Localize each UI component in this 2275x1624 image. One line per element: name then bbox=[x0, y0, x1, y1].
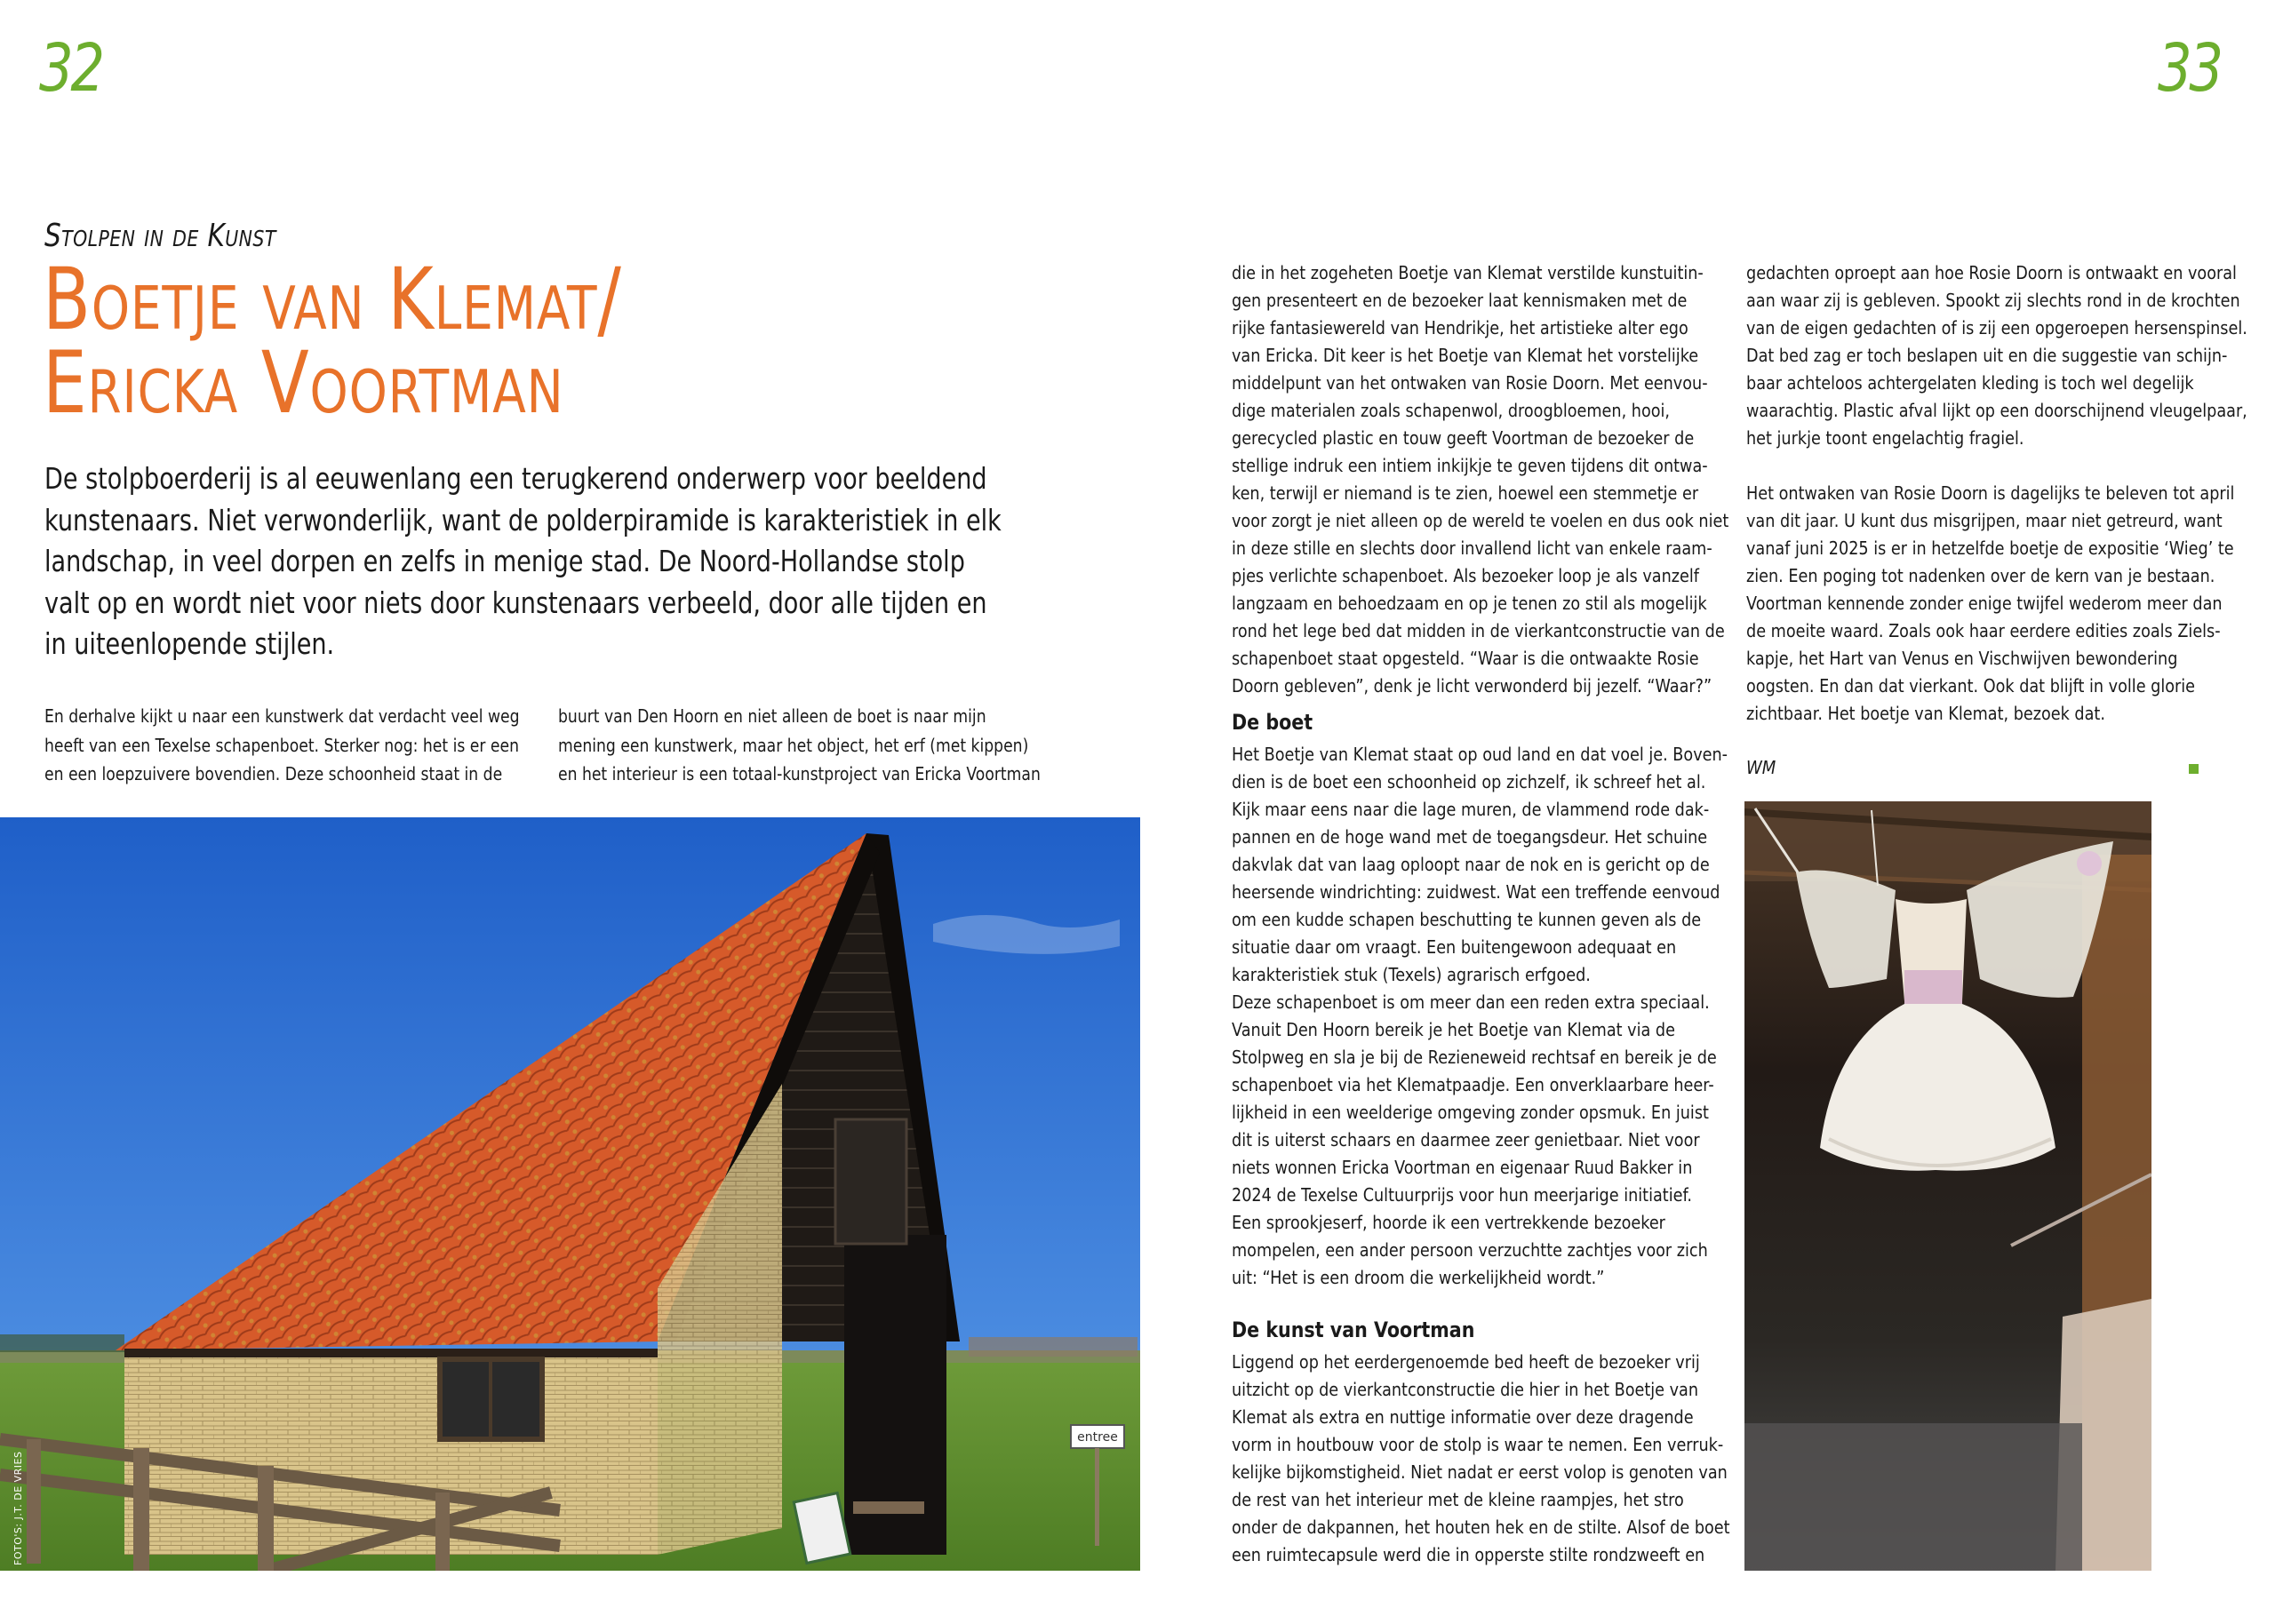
left-column-2 bbox=[558, 702, 1041, 789]
text-line: in deze stille en slechts door invallend licht van enkele raam- bbox=[1232, 537, 1712, 559]
text-line: gerecycled plastic en touw geeft Voortman de bezoeker de bbox=[1232, 427, 1695, 449]
intro-line: valt op en wordt niet voor niets door kunstenaars verbeeld, door alle tijden en bbox=[44, 585, 987, 620]
text-line: schapenboet staat opgesteld. “Waar is die ontwaakte Rosie bbox=[1232, 648, 1699, 669]
subheading-de-boet: De boet bbox=[1232, 710, 1313, 735]
text-line: baar achteloos achtergelaten kleding is toch wel degelijk bbox=[1746, 372, 2194, 394]
text-line: de rest van het interieur met de kleine raampjes, het stro bbox=[1232, 1489, 1684, 1510]
text-line: heersende windrichting: zuidwest. Wat een treffende eenvoud bbox=[1232, 881, 1720, 903]
text-line: rond het lege bed dat midden in de vierkantconstructie van de bbox=[1232, 620, 1725, 641]
text-line: middelpunt van het ontwaken van Rosie Doorn. Met eenvou- bbox=[1232, 372, 1708, 394]
text-line: Deze schapenboet is om meer dan een reden extra speciaal. bbox=[1232, 991, 1710, 1013]
text-line: waarachtig. Plastic afval lijkt op een doorschijnend vleugelpaar, bbox=[1746, 400, 2247, 421]
intro-line: De stolpboerderij is al eeuwenlang een terugkerend onderwerp voor beeldend bbox=[44, 461, 987, 496]
text-line: schapenboet via het Klematpaadje. Een onverklaarbare heer- bbox=[1232, 1074, 1714, 1095]
text-line: Kijk maar eens naar die lage muren, de vlammend rode dak- bbox=[1232, 799, 1710, 820]
text-line: Een sprookjeserf, hoorde ik een vertrekkende bezoeker bbox=[1232, 1212, 1665, 1233]
text-line: Liggend op het eerdergenoemde bed heeft de bezoeker vrij bbox=[1232, 1351, 1700, 1373]
headline-line-2: Ericka Voortman bbox=[43, 333, 564, 433]
page-number-right: 33 bbox=[2158, 30, 2221, 107]
text-line: die in het zogeheten Boetje van Klemat verstilde kunstuitin- bbox=[1232, 262, 1704, 283]
barn-photo bbox=[0, 817, 1140, 1571]
text-line: Het ontwaken van Rosie Doorn is dagelijks te beleven tot april bbox=[1746, 482, 2235, 504]
text-line: En derhalve kijkt u naar een kunstwerk dat verdacht veel weg bbox=[44, 705, 520, 727]
text-line: Klemat als extra en nuttige informatie over deze dragende bbox=[1232, 1406, 1694, 1428]
text-line: rijke fantasiewereld van Hendrikje, het artistieke alter ego bbox=[1232, 317, 1688, 338]
text-line: lijkheid in een weelderige omgeving zonder opsmuk. En juist bbox=[1232, 1102, 1709, 1123]
text-line: het jurkje toont engelachtig fragiel. bbox=[1746, 427, 2024, 449]
section-kicker: Stolpen in de Kunst bbox=[44, 218, 276, 254]
text-line: dakvlak dat van laag oploopt naar de nok en is gericht op de bbox=[1232, 854, 1710, 875]
text-line: om een kudde schapen beschutting te kunnen geven als de bbox=[1232, 909, 1702, 930]
text-line: aan waar zij is gebleven. Spookt zij slechts rond in de krochten bbox=[1746, 290, 2240, 311]
headline-line-1: Boetje van Klemat/ bbox=[43, 250, 622, 349]
paragraph-de-kunst bbox=[1232, 1349, 1730, 1569]
text-line: uitzicht op de vierkantconstructie die hier in het Boetje van bbox=[1232, 1379, 1699, 1400]
text-line: zien. Een poging tot nadenken over de kern van je bestaan. bbox=[1746, 565, 2215, 586]
dress-illustration bbox=[1744, 801, 2151, 1571]
text-line: Het Boetje van Klemat staat op oud land en dat voel je. Boven- bbox=[1232, 744, 1728, 765]
entree-sign-text: entree bbox=[1077, 1430, 1118, 1445]
paragraph-intro-continued bbox=[1232, 259, 1730, 700]
text-line: 2024 de Texelse Cultuurprijs voor hun meerjarige initiatief. bbox=[1232, 1184, 1692, 1206]
paragraph-de-boet bbox=[1232, 741, 1730, 1292]
text-line: vorm in houtbouw voor de stolp is waar te nemen. Een verruk- bbox=[1232, 1434, 1724, 1455]
left-column-1 bbox=[44, 702, 520, 789]
text-line: heeft van een Texelse schapenboet. Sterker nog: het is er een bbox=[44, 734, 519, 756]
right-column-2 bbox=[1746, 259, 2247, 728]
text-line: stellige indruk een intiem inkijkje te geven tijdens dit ontwa- bbox=[1232, 455, 1708, 476]
text-line: gedachten oproept aan hoe Rosie Doorn is ontwaakt en vooral bbox=[1746, 262, 2237, 283]
text-line: kelijke bijkomstigheid. Niet nadat er eerst volop is genoten van bbox=[1232, 1461, 1728, 1483]
text-line: mompelen, een ander persoon verzuchtte zachtjes voor zich bbox=[1232, 1239, 1708, 1261]
text-line: van Ericka. Dit keer is het Boetje van Klemat het vorstelijke bbox=[1232, 345, 1699, 366]
paragraph-ontwaken bbox=[1746, 480, 2247, 728]
intro-line: in uiteenlopende stijlen. bbox=[44, 626, 335, 661]
text-line: dit is uiterst schaars en daarmee zeer genietbaar. Niet voor bbox=[1232, 1129, 1700, 1150]
text-line: Stolpweg en sla je bij de Rezieneweid rechtsaf en bereik je de bbox=[1232, 1047, 1717, 1068]
text-line: karakteristiek stuk (Texels) agrarisch erfgoed. bbox=[1232, 964, 1591, 985]
text-line: mening een kunstwerk, maar het object, het erf (met kippen) bbox=[558, 734, 1029, 756]
text-line: situatie daar om vraagt. Een buitengewoon adequaat en bbox=[1232, 936, 1677, 958]
intro-line: landschap, in veel dorpen en zelfs in menige stad. De Noord-Hollandse stolp bbox=[44, 544, 965, 578]
text-line: Voortman kennende zonder enige twijfel wederom meer dan bbox=[1746, 593, 2223, 614]
barn-illustration bbox=[0, 817, 1140, 1571]
text-line: voor zorgt je niet alleen op de wereld te voelen en dus ook niet bbox=[1232, 510, 1729, 531]
subheading-de-kunst-van-voortman: De kunst van Voortman bbox=[1232, 1318, 1475, 1342]
text-line: Vanuit Den Hoorn bereik je het Boetje van Klemat via de bbox=[1232, 1019, 1675, 1040]
text-line: ken, terwijl er niemand is te zien, hoewel een stemmetje er bbox=[1232, 482, 1699, 504]
end-mark-square-icon bbox=[2189, 764, 2199, 774]
text-line: niets wonnen Ericka Voortman en eigenaar Ruud Bakker in bbox=[1232, 1157, 1693, 1178]
text-line: van de eigen gedachten of is zij een opgeroepen hersenspinsel. bbox=[1746, 317, 2247, 338]
text-line: Dat bed zag er toch beslapen uit en die suggestie van schijn- bbox=[1746, 345, 2228, 366]
article-headline bbox=[43, 250, 622, 433]
text-line: de moeite waard. Zoals ook haar eerdere edities zoals Ziels- bbox=[1746, 620, 2221, 641]
text-line: en het interieur is een totaal-kunstproject van Ericka Voortman bbox=[558, 763, 1041, 784]
text-line: langzaam en behoedzaam en op je tenen zo stil als mogelijk bbox=[1232, 593, 1707, 614]
page-number-left: 32 bbox=[39, 30, 102, 107]
text-line: vanaf juni 2025 is er in hetzelfde boetje de expositie ‘Wieg’ te bbox=[1746, 537, 2234, 559]
text-line: pannen en de hoge wand met de toegangsdeur. Het schuine bbox=[1232, 826, 1708, 848]
text-line: pjes verlichte schapenboet. Als bezoeker loop je als vanzelf bbox=[1232, 565, 1699, 586]
text-line: van dit jaar. U kunt dus misgrijpen, maar niet getreurd, want bbox=[1746, 510, 2223, 531]
text-line: kapje, het Hart van Venus en Vischwijven bewondering bbox=[1746, 648, 2178, 669]
paragraph-gedachten bbox=[1746, 259, 2247, 452]
text-line: dige materialen zoals schapenwol, droogbloemen, hooi, bbox=[1232, 400, 1671, 421]
author-signature: WM bbox=[1746, 757, 1776, 778]
text-line: Doorn gebleven”, denk je licht verwonderd bij jezelf. “Waar?” bbox=[1232, 675, 1712, 697]
intro-line: kunstenaars. Niet verwonderlijk, want de polderpiramide is karakteristiek in elk bbox=[44, 502, 1002, 537]
dress-photo bbox=[1744, 801, 2151, 1571]
text-line: uit: “Het is een droom die werkelijkheid wordt.” bbox=[1232, 1267, 1605, 1288]
photo-credit: FOTO'S: J.T. DE VRIES bbox=[12, 1451, 24, 1565]
article-intro bbox=[44, 458, 1021, 665]
text-line: oogsten. En dan dat vierkant. Ook dat blijft in volle glorie bbox=[1746, 675, 2196, 697]
text-line: onder de dakpannen, het houten hek en de stilte. Alsof de boet bbox=[1232, 1517, 1730, 1538]
text-line: en een loepzuivere bovendien. Deze schoonheid staat in de bbox=[44, 763, 503, 784]
text-line: gen presenteert en de bezoeker laat kennismaken met de bbox=[1232, 290, 1688, 311]
text-line: een ruimtecapsule werd die in opperste stilte rondzweeft en bbox=[1232, 1544, 1705, 1565]
text-line: dien is de boet een schoonheid op zichzelf, ik schreef het al. bbox=[1232, 771, 1706, 792]
text-line: buurt van Den Hoorn en niet alleen de boet is naar mijn bbox=[558, 705, 986, 727]
text-line: zichtbaar. Het boetje van Klemat, bezoek dat. bbox=[1746, 703, 2105, 724]
right-column-1 bbox=[1232, 259, 1730, 1569]
